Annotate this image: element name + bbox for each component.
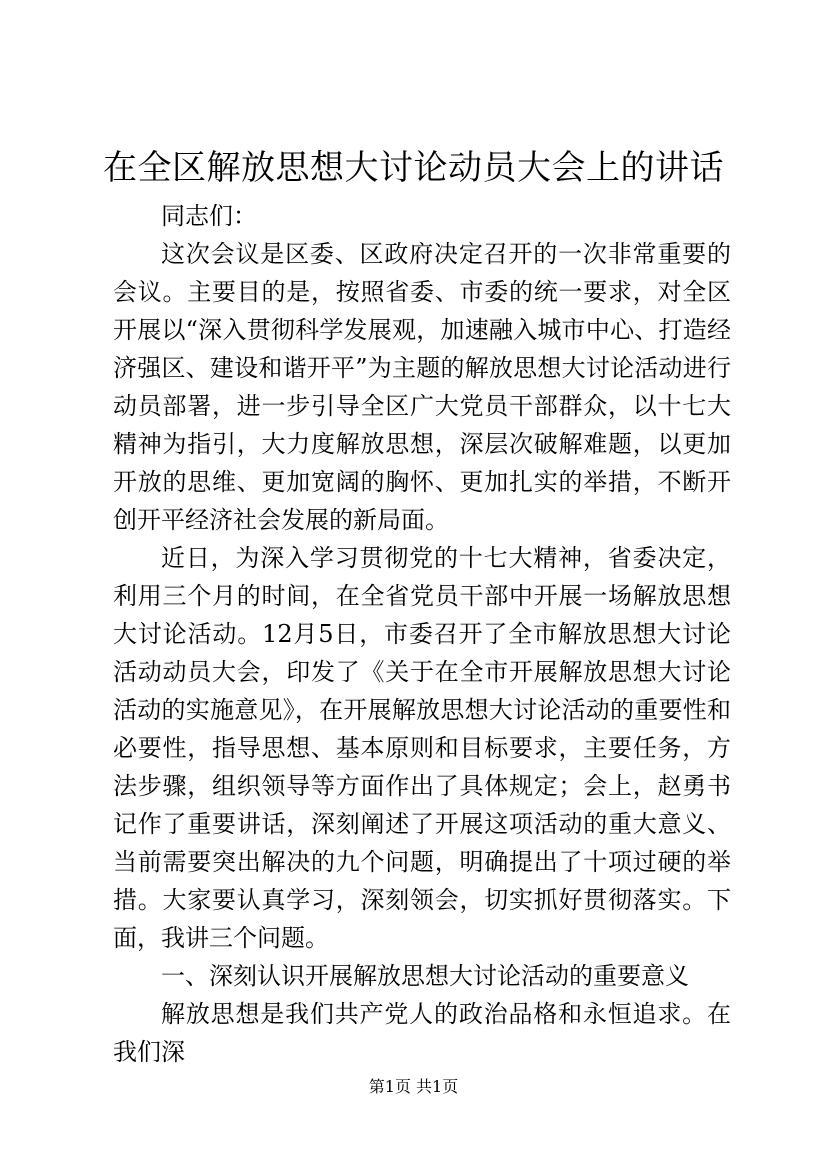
paragraph-2: 近日，为深入学习贯彻党的十七大精神，省委决定，利用三个月的时间，在全省党员干部中开展一场解放思想大讨论活动。12月5日，市委召开了全市解放思想大讨论活动动员大会，印发了《关于在全市开展解放思想大讨论活动的实施意见》，在开展解放思想大讨论活动的重要性和必要性，指导思想、基本原则和目标要求，主要任务，方法步骤，组织领导等方面作出了具体规定；会上，赵勇书记作了重要讲话，深刻阐述了开展这项活动的重大意义、当前需要突出解决的九个问题，明确提出了十项过硬的举措。大家要认真学习，深刻领会，切实抓好贯彻落实。下面，我讲三个问题。 xyxy=(113,544,731,952)
document-title: 在全区解放思想大讨论动员大会上的讲话 xyxy=(103,148,724,188)
salutation: 同志们： xyxy=(161,202,257,230)
paragraph-1: 这次会议是区委、区政府决定召开的一次非常重要的会议。主要目的是，按照省委、市委的统一要求，对全区开展以“深入贯彻科学发展观，加速融入城市中心、打造经济强区、建设和谐开平”为主题的解放思想大讨论活动进行动员部署，进一步引导全区广大党员干部群众，以十七大精神为指引，大力度解放思想，深层次破解难题，以更加开放的思维、更加宽阔的胸怀、更加扎实的举措，不断开创开平经济社会发展的新局面。 xyxy=(113,240,731,534)
document-body xyxy=(113,197,731,1071)
paragraph-3: 解放思想是我们共产党人的政治品格和永恒追求。在我们深 xyxy=(113,1000,731,1066)
section-heading: 一、深刻认识开展解放思想大讨论活动的重要意义 xyxy=(161,962,689,990)
page-footer: 第1页 共1页 xyxy=(368,1077,459,1096)
